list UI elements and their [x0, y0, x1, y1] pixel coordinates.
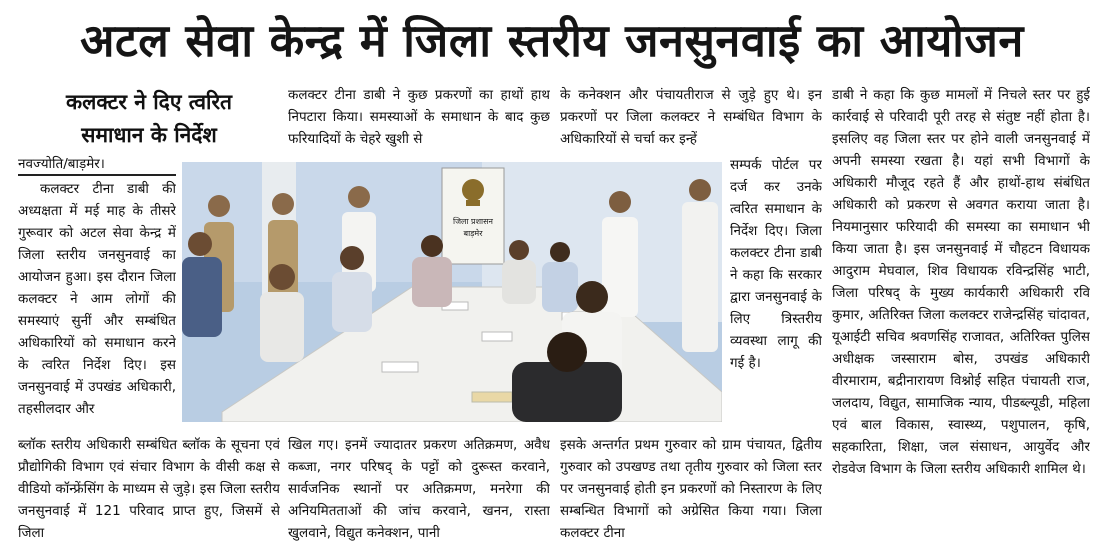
col3-side-text: सम्पर्क पोर्टल पर दर्ज कर उनके त्वरित समाधान के निर्देश दिए। जिला कलक्टर टीना डाबी ने कहा कि सरकार द्वारा जनसुनवाई के लिए त्रिस्तरीय व्यवस्था लागू की गई है। [730, 157, 822, 371]
headline: अटल सेवा केन्द्र में जिला स्तरीय जनसुनवाई का आयोजन [80, 14, 1024, 67]
col1-bottom-text: ब्लॉक स्तरीय अधिकारी सम्बंधित ब्लॉक के सूचना एवं प्रौद्योगिकी विभाग एवं संचार विभाग के वीसी कक्ष से वीडियो कॉन्फ्रेंसिंग के माध्यम से जुड़े। इस जिला स्तरीय जनसुनवाई में 121 परिवाद प्राप्त हुए, जिसमें से जिला [18, 437, 280, 541]
col3-bottom-text: इसके अन्तर्गत प्रथम गुरुवार को ग्राम पंचायत, द्वितीय गुरुवार को उपखण्ड तथा तृतीय गुरुवार को जिला स्तर पर जनसुनवाई होती इन प्रकरणों को निस्तारण के लिए सम्बन्धित विभागों को अग्रेसित किया गया। जिला कलक्टर टीना [560, 437, 822, 541]
col2-bottom-text: खिल गए। इनमें ज्यादातर प्रकरण अतिक्रमण, अवैध कब्जा, नगर परिषद् के पट्टों को दुरूस्त करवाने, सार्वजनिक स्थानों पर अतिक्रमण, मनरेगा की अनियमितताओं की जांच करवाने, खनन, रास्ता खुलवाने, विद्युत कनेक्शन, पानी [288, 437, 550, 541]
subheadline [18, 86, 280, 152]
col2-top-text: कलक्टर टीना डाबी ने कुछ प्रकरणों का हाथों हाथ निपटारा किया। समस्याओं के समाधान के बाद कुछ फरियादियों के चेहरे खुशी से [288, 87, 550, 147]
col3-top-text: के कनेक्शन और पंचायतीराज से जुड़े हुए थे। इन प्रकरणों पर जिला कलक्टर ने सम्बंधित विभाग के अधिकारियों से चर्चा कर इन्हें [560, 87, 822, 147]
meeting-photo [182, 162, 722, 422]
subheadline-line-1: कलक्टर ने दिए त्वरित [65, 90, 232, 114]
col1-top-text: कलक्टर टीना डाबी की अध्यक्षता में मई माह के तीसरे गुरूवार को अटल सेवा केन्द्र में जिला स्तरीय जनसुनवाई का आयोजन हुआ। इस दौरान जिला कलक्टर ने आम लोगों की समस्याएं सुनीं और सम्बंधित अधिकारियों को समाधान करने के त्वरित निर्देश दिए। इस जनसुनवाई में उपखंड अधिकारी, तहसीलदार और [18, 181, 176, 417]
byline: नवज्योति/बाड़मेर। [18, 154, 176, 176]
banner-line-2: बाड़मेर [463, 229, 483, 238]
subheadline-line-2: समाधान के निर्देश [81, 123, 217, 147]
banner-line-1: जिला प्रशासन [453, 217, 493, 226]
col4-text: डाबी ने कहा कि कुछ मामलों में निचले स्तर पर हुई कार्रवाई से परिवादी पूरी तरह से संतुष्ट नहीं होता है। इसलिए वह जिला स्तर पर होने वाली जनसुनवाई में अपनी समस्या रखता है। यहां सभी विभागों के अधिकारी मौजूद रहते हैं और हाथों-हाथ संबंधित अधिकारी को प्रकरण से अवगत कराया जाता है। नियमानुसार फरियादी की समस्या का समाधान भी किया जाता है। इस जनसुनवाई में चौहटन विधायक आदुराम मेघवाल, शिव विधायक रविन्द्रसिंह भाटी, जिला परिषद् के मुख्य कार्यकारी अधिकारी रवि कुमार, अतिरिक्त जिला कलक्टर राजेन्द्रसिंह चांदावत, यूआईटी सचिव श्रवणसिंह राजावत, अतिरिक्त पुलिस अधीक्षक जस्साराम बोस, उपखंड अधिकारी वीरमाराम, बद्रीनारायण विश्नोई सहित पंचायती राज, जलदाय, विद्युत, सामाजिक न्याय, पीडब्ल्यूडी, महिला एवं बाल विकास, स्वास्थ्य, पशुपालन, कृषि, सहकारिता, शिक्षा, जल संसाधन, आयुर्वेद और रोडवेज विभाग के जिला स्तरीय अधिकारी शामिल थे। [832, 87, 1090, 477]
district-administration-banner [442, 168, 504, 264]
